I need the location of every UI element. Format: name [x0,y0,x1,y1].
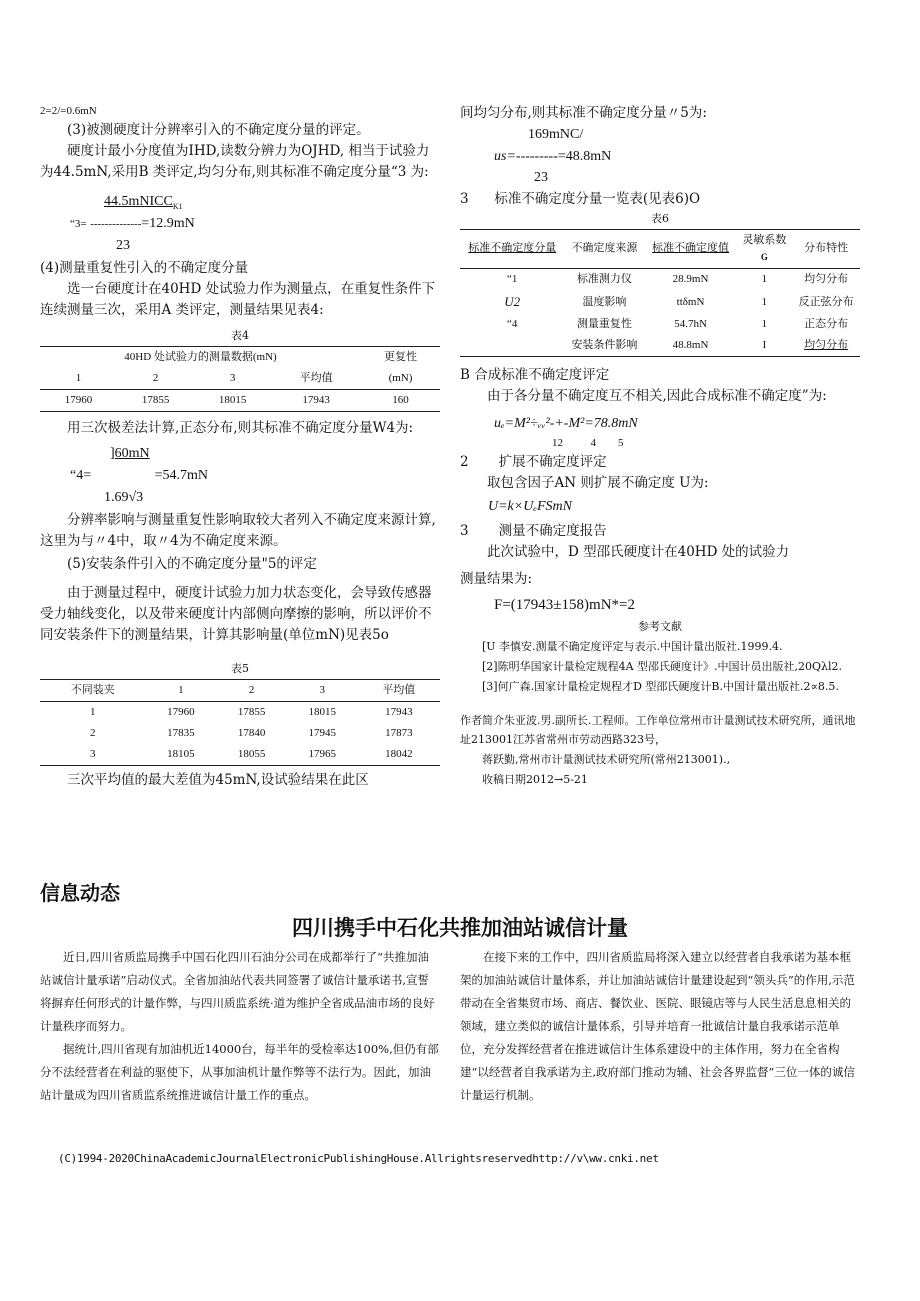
eq-numerator: 44.5mNICC [104,193,173,209]
received-date: 收稿日期2012→5-21 [482,773,588,787]
table-header: 灵敏系数 G [737,229,793,268]
paragraph: 据统计,四川省现有加油机近14000台，每半年的受检率达100%,但仍有部分不法经营者在利益的驱使下，从事加油机计量作弊等不法行为。因此，加油站计量成为四川省质监系统推进诚信计量工作的重点。 [40,1042,439,1102]
equation-combined [494,413,860,452]
eq-lhs: “4= [70,467,92,483]
subsection-heading-4: (4)测量重复性引入的不确定度分量 [40,260,249,277]
author-info: 作者简介朱亚波.男.副所长.工程师。工作单位常州市计量测试技术研究所，通讯地址213001江苏省常州市劳动西路323号， [460,713,856,747]
table-header: 3 [194,368,271,390]
reference-item: [2]陈明华国家计量检定规程4A 型邵氏硬度计》.中国计员出版社,20Qλl2. [482,660,843,674]
eq-denominator: 23 [116,237,130,253]
paragraph: 在接下来的工作中，四川省质监局将深入建立以经营者自我承诺为基本框架的加油站诚信计量体系，并让加油站诚信计量建设起到“领头兵”的作用,示范带动在全省集贸市场、商店、餐饮业、医院、眼镜店等与人民生活息息相关的领域，建立类似的诚信计量体系，引导并培育一批诚信计量自我承诺示范单位，充分发挥经营者在推进诚信计生体系建设中的主体作用，努力在全省构建“以经营者自我承诺为主,政府部门推动为辅、社会各界监督”三位一体的诚信计量运行机制。 [460,950,855,1102]
reference-item: [3]何广森.国家计量检定规程才D 型邵氏硬度计B.中国计量出版社.2∝8.5. [482,679,839,693]
table-cell: 17943 [302,394,330,407]
references [460,617,860,789]
news-right-column [460,946,860,1107]
eq-numerator: ]60mN [110,446,150,462]
left-column [40,103,440,791]
copyright-footer: (C)1994-2020ChinaAcademicJournalElectronicPublishingHouse.Allrightsreservedhttp://v\ww.cnki.net [58,1152,659,1165]
table-cell: 17855 [141,394,170,407]
table-header: 2 [117,368,194,390]
table-header: 平均值 [358,679,440,701]
table-header: 标准不确定度值 [644,229,736,268]
eq-lhs: “3= [70,218,87,230]
paragraph: 由于测量过程中，硬度计试验力加力状态变化，会导致传感器受力轴线变化，以及带来硬度计内部侧向摩擦的影响，所以评价不同安装条件下的测量结果，计算其影响量(单位mN)见表5o [40,585,432,643]
paragraph: 分辨率影响与测量重复性影响取较大者列入不确定度来源计算,这里为与〃4中，取〃4为不确定度来源。 [40,512,436,550]
eq-numerator: 169mNC/ [528,126,584,142]
table-header: 平均值 [271,368,361,390]
news-left-column [40,946,440,1107]
paragraph: 间均匀分布,则其标准不确定度分量〃5为: [460,105,707,121]
paragraph: 用三次极差法计算,正态分布,则其标准不确定度分量W4为: [67,420,414,437]
table-4 [40,346,440,412]
table-header: 1 [40,368,117,390]
table-caption: 表4 [231,329,249,343]
subsection-heading: 2 扩展不确定度评定 [460,453,607,470]
table-row [40,390,440,412]
eq-body: uₑ=M²÷ᵥᵥ²-+-M²=78.8mN [494,416,638,432]
paragraph: 三次平均值的最大差值为45mN,设试验结果在此区 [67,772,369,789]
table-row: 3 18105 18055 17965 18042 [90,748,413,761]
references-title: 参考文献 [638,620,682,634]
paragraph: 取包含因子AN 则扩展不确定度 U为: [487,474,709,491]
paragraph: 测量结果为: [460,571,533,588]
table-cell: 160 [392,394,409,407]
eq-rhs: =12.9mN [141,216,195,231]
subsection-heading: 3 标准不确定度分量一览表(见表6)O [460,190,701,207]
table-header: (mN) [361,368,440,390]
eq-rhs: =54.7mN [154,467,209,483]
table-header: 不同装夹 [40,679,146,701]
eq-rhs: =48.8mN [557,148,612,164]
paragraph: 硬度计最小分度值为IHD,读数分辨力为OJHD, 相当于试验力为44.5mN,采用B 类评定,均匀分布,则其标准不确定度分量“3 为: [40,142,430,180]
table-header: 3 [287,679,358,701]
table-row: 安装条件影响 48.8mN I 均匀分布 [571,339,849,352]
equation-expanded: U=k×UₑFSmN [488,498,572,514]
table-cell: 18015 [218,394,247,407]
table-header: 分布特性 [792,229,860,268]
table-header: 2 [216,679,287,701]
eq-denominator: 1.69√3 [104,489,144,505]
table-6 [460,229,860,357]
table-caption: 表5 [231,661,249,675]
equation-u3: 44.5mNICC$_{K1}$ “3= --------------=12.9mN 23 [70,191,440,257]
paragraph: 选一台硬度计在40HD 处试验力作为测量点，在重复性条件下连续测量三次，采用A 类评定，测量结果见表4: [40,281,436,319]
table-header: 标准不确定度分量 [460,229,564,268]
table-caption: 表6 [651,211,669,225]
paragraph: 此次试验中，D 型邵氏硬度计在40HD 处的试验力 [487,544,790,561]
subsection-heading: 3 测量不确定度报告 [460,523,607,540]
reference-item: [U 李慎安.测量不确定度评定与表示.中国计量出版社.1999.4. [482,640,783,654]
table-row: 1 17960 17855 18015 17943 [90,705,413,718]
table-header: 更复性 [383,351,417,364]
paragraph: 近日,四川省质监局携手中国石化四川石油分公司在成都举行了“共推加油站诚信计量承诺”启动仪式。全省加油站代表共同签署了诚信计量承诺书,宣誓将摒弃任何形式的计量作弊，与四川质监系统·道为维护全省成品油市场的良好计量秩序而努力。 [40,950,435,1033]
article-title: 四川携手中石化共推加油站诚信计量 [292,916,628,940]
eq-denominator: 23 [534,170,548,186]
subsection-heading-5: (5)安装条件引入的不确定度分量"5的评定 [67,556,317,573]
eq-subscript: K1 [172,201,183,211]
eq-subscripts: 12 4 5 [552,436,624,449]
table-header: 40HD 处试验力的测量数据(mN) [124,351,277,364]
table-row: U2 温度影响 ttδmN 1 反正弦分布 [504,294,854,310]
table-5 [40,679,440,766]
equation-result: F=(17943±158)mN*=2 [494,597,635,614]
equation-u4 [70,443,440,508]
table-header: 不确定度来源 [564,229,644,268]
equation-line: 2=2/=0.6mN [40,105,97,117]
paragraph: 由于各分量不确定度互不相关,因此合成标准不确定度”为: [487,388,827,405]
eq-lhs: us= [494,148,516,164]
table-row: “1 标准测力仪 28.9mN 1 均匀分布 [507,273,849,286]
table-cell: 17960 [64,394,93,407]
right-column [460,103,860,790]
table-header: 1 [146,679,217,701]
subsection-heading: B 合成标准不确定度评定 [460,367,610,384]
section-heading: 信息动态 [40,881,120,905]
author-info: 蒋跃勤,常州市计量测试技术研究所(常州213001)., [482,753,731,767]
table-row: 2 17835 17840 17945 17873 [90,726,413,739]
equation-u5: 169mNC/ us=---------=48.8mN 23 [494,124,860,189]
subsection-heading-3: (3)被测硬度计分辨率引入的不确定度分量的评定。 [67,122,370,139]
table-row: “4 测量重复性 54.7hN 1 正态分布 [507,318,849,331]
